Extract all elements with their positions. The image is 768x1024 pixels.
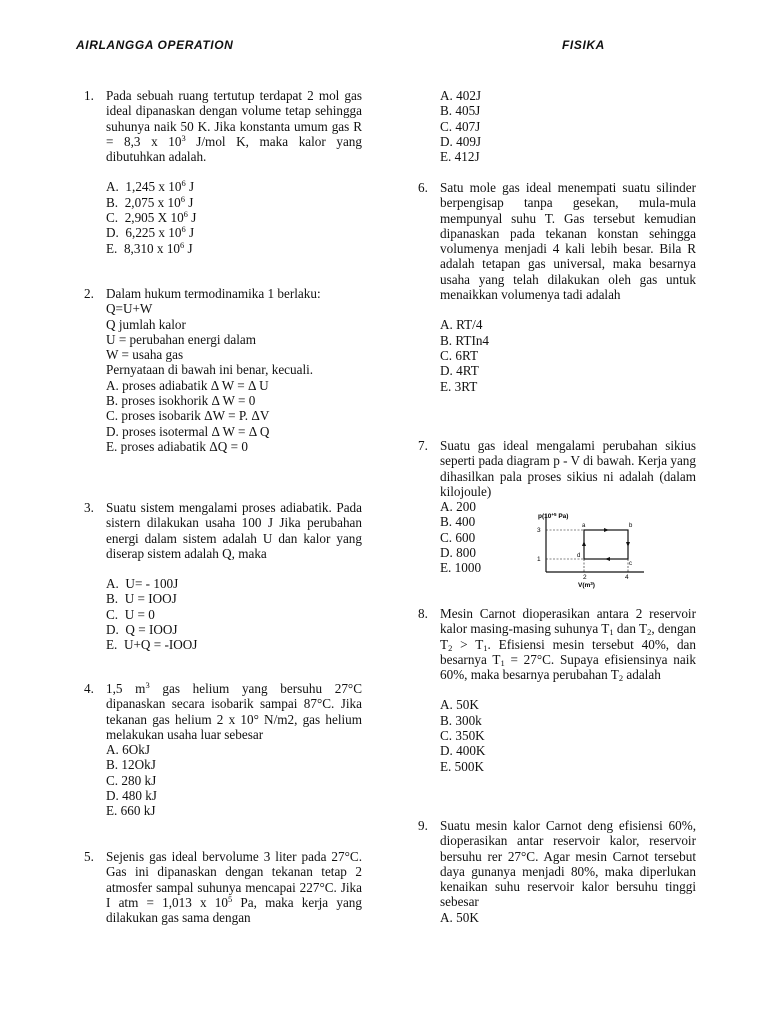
- option[interactable]: C. 280 kJ: [106, 772, 157, 788]
- option[interactable]: A. RT/4: [440, 317, 483, 333]
- question-text: Suatu mesin kalor Carnot deng efisiensi 60%, dioperasikan antar reservoir kalor, reservoir bersuhu rer 27°C. Agar mesin Carnot tersebut daya gunanya menjadi 80%, maka diperlukan kenaikan suhu reservoir kalor bersuhu tinggi sebesar: [440, 818, 696, 910]
- option[interactable]: E. 3RT: [440, 378, 478, 394]
- option[interactable]: A. 6OkJ: [106, 742, 150, 758]
- formula-line: Q jumlah kalor: [106, 316, 186, 332]
- option[interactable]: D. 409J: [440, 133, 482, 149]
- question-number: 2.: [84, 286, 94, 301]
- point-label: b: [629, 523, 633, 529]
- question-text: Pernyataan di bawah ini benar, kecuali.: [106, 362, 314, 378]
- option[interactable]: D. 6,225 x $10^6$ J: [106, 224, 195, 241]
- question-number: 3.: [84, 500, 94, 515]
- option[interactable]: A. 1,245 x $10^6$ J: [106, 178, 195, 195]
- point-label: d: [577, 553, 581, 559]
- y-tick: 1: [537, 556, 541, 563]
- question-text: Pada sebuah ruang tertutup terdapat 2 mol gas ideal dipanaskan dengan volume tetap sehingga suhunya naik 50 K. Jika konstanta umum gas R = 8,3 x $10^3$ J/mol K, maka kalor yang dibutuhkan adalah.: [106, 88, 362, 165]
- option[interactable]: C. 600: [440, 529, 476, 545]
- option[interactable]: D. 400K: [440, 743, 486, 759]
- header-right: FISIKA: [562, 38, 605, 52]
- option[interactable]: B. 405J: [440, 103, 481, 119]
- option[interactable]: E. 660 kJ: [106, 803, 156, 819]
- option[interactable]: C. 6RT: [440, 347, 479, 363]
- question-text: Suatu sistem mengalami proses adiabatik. Pada sistern dilakukan usaha 100 J Jika perubahan energi dalam sistem adalah U dan kalor yang diserap sistem adalah Q, maka: [106, 500, 362, 561]
- option[interactable]: E. 500K: [440, 758, 484, 774]
- formula-line: W = usaha gas: [106, 347, 184, 363]
- option[interactable]: B. proses isokhorik Δ W = 0: [106, 393, 256, 409]
- option[interactable]: C. 2,905 X $10^6$ J: [106, 209, 197, 226]
- question-number: 7.: [418, 438, 428, 453]
- option[interactable]: A. 50K: [440, 909, 479, 925]
- question-number: 5.: [84, 849, 94, 864]
- option[interactable]: B. 400: [440, 514, 476, 530]
- question-number: 1.: [84, 88, 94, 103]
- option[interactable]: C. U = 0: [106, 606, 155, 622]
- pv-diagram: [526, 508, 658, 590]
- option[interactable]: A. 200: [440, 499, 476, 515]
- option[interactable]: D. Q = IOOJ: [106, 622, 178, 638]
- option[interactable]: E. 8,310 x $10^6$ J: [106, 239, 193, 256]
- option[interactable]: A. U= - 100J: [106, 576, 179, 592]
- header-left: AIRLANGGA OPERATION: [76, 38, 234, 52]
- question-text: 1,5 $m^3$ gas helium yang bersuhu 27°C dipanaskan secara isobarik sampai 87°C. Jika tekanan gas helium 2 x 10° N/m2, gas helium melakukan usaha luar sebesar: [106, 680, 362, 742]
- option[interactable]: D. 480 kJ: [106, 788, 157, 804]
- option[interactable]: B. U = IOOJ: [106, 591, 177, 607]
- question-number: 8.: [418, 606, 428, 621]
- option[interactable]: E. 1000: [440, 560, 482, 576]
- option[interactable]: B. 2,075 x $10^6$ J: [106, 193, 194, 210]
- option[interactable]: D. 800: [440, 545, 476, 561]
- x-tick: 2: [583, 574, 587, 581]
- cycle-path: [584, 530, 628, 559]
- option[interactable]: B. 300k: [440, 712, 482, 728]
- point-label: c: [629, 561, 632, 567]
- option[interactable]: A. proses adiabatik Δ W = Δ U: [106, 377, 269, 393]
- question-text: Dalam hukum termodinamika 1 berlaku:: [106, 286, 321, 301]
- option[interactable]: B. RTIn4: [440, 332, 490, 348]
- x-axis-label: $V(m^3)$: [578, 581, 595, 589]
- option[interactable]: C. 407J: [440, 118, 481, 134]
- x-tick: 4: [625, 574, 629, 581]
- question-text: Mesin Carnot dioperasikan antara 2 reservoir kalor masing-masing suhunya $T_1$ dan $T_2$, dengan $T_2 > T_1$. Efisiensi mesin tersebut 40%, dan besarnya $T_1 = 27^\circ C$. Supaya efisiensinya naik 60%, maka besarnya perubahan $T_2$ adalah: [440, 606, 697, 684]
- question-text: Sejenis gas ideal bervolume 3 liter pada 27°C. Gas ini dipanaskan dengan tekanan tetap 2 atmosfer sampal suhunya mencapai 227°C. Jika I atm = 1,013 x $10^5$ Pa, maka kerja yang dilakukan gas sama dengan: [106, 849, 362, 926]
- question-text: Satu mole gas ideal menempati suatu silinder berpengisap tanpa gesekan, mula-mula mempunyal suhu T. Gas tersebut kemudian dipanaskan pada tekanan konstan sehingga volumenya menjadi 4 kali lebih besar. Bila R adalah tetapan gas universal, maka besarnya usaha yang telah dilakukan oleh gas untuk menaikkan volumenya tadi adalah: [440, 180, 696, 303]
- option[interactable]: B. 12OkJ: [106, 757, 156, 773]
- formula-line: Q=U+W: [106, 301, 153, 317]
- option[interactable]: A. 50K: [440, 697, 479, 713]
- option[interactable]: E. proses adiabatik ΔQ = 0: [106, 438, 248, 454]
- question-number: 9.: [418, 818, 428, 833]
- option[interactable]: D. proses isotermal Δ W = Δ Q: [106, 423, 270, 439]
- question-text: Suatu gas ideal mengalami perubahan sikius seperti pada diagram p - V di bawah. Kerja yang dihasilkan pala proses sikius ni adalah (dalam kilojoule): [440, 438, 696, 499]
- question-number: 4.: [84, 681, 94, 696]
- y-axis-label: $p(10^{+5}$ Pa): [538, 512, 569, 520]
- option[interactable]: C. proses isobarik ΔW = P. ΔV: [106, 408, 270, 424]
- option[interactable]: E. U+Q = -IOOJ: [106, 637, 198, 653]
- y-tick: 3: [537, 527, 541, 534]
- question-number: 6.: [418, 180, 428, 195]
- point-label: a: [582, 523, 586, 529]
- option[interactable]: D. 4RT: [440, 363, 479, 379]
- option[interactable]: E. 412J: [440, 149, 480, 165]
- option[interactable]: A. 402J: [440, 88, 482, 103]
- formula-line: U = perubahan energi dalam: [106, 331, 257, 347]
- option[interactable]: C. 350K: [440, 728, 485, 744]
